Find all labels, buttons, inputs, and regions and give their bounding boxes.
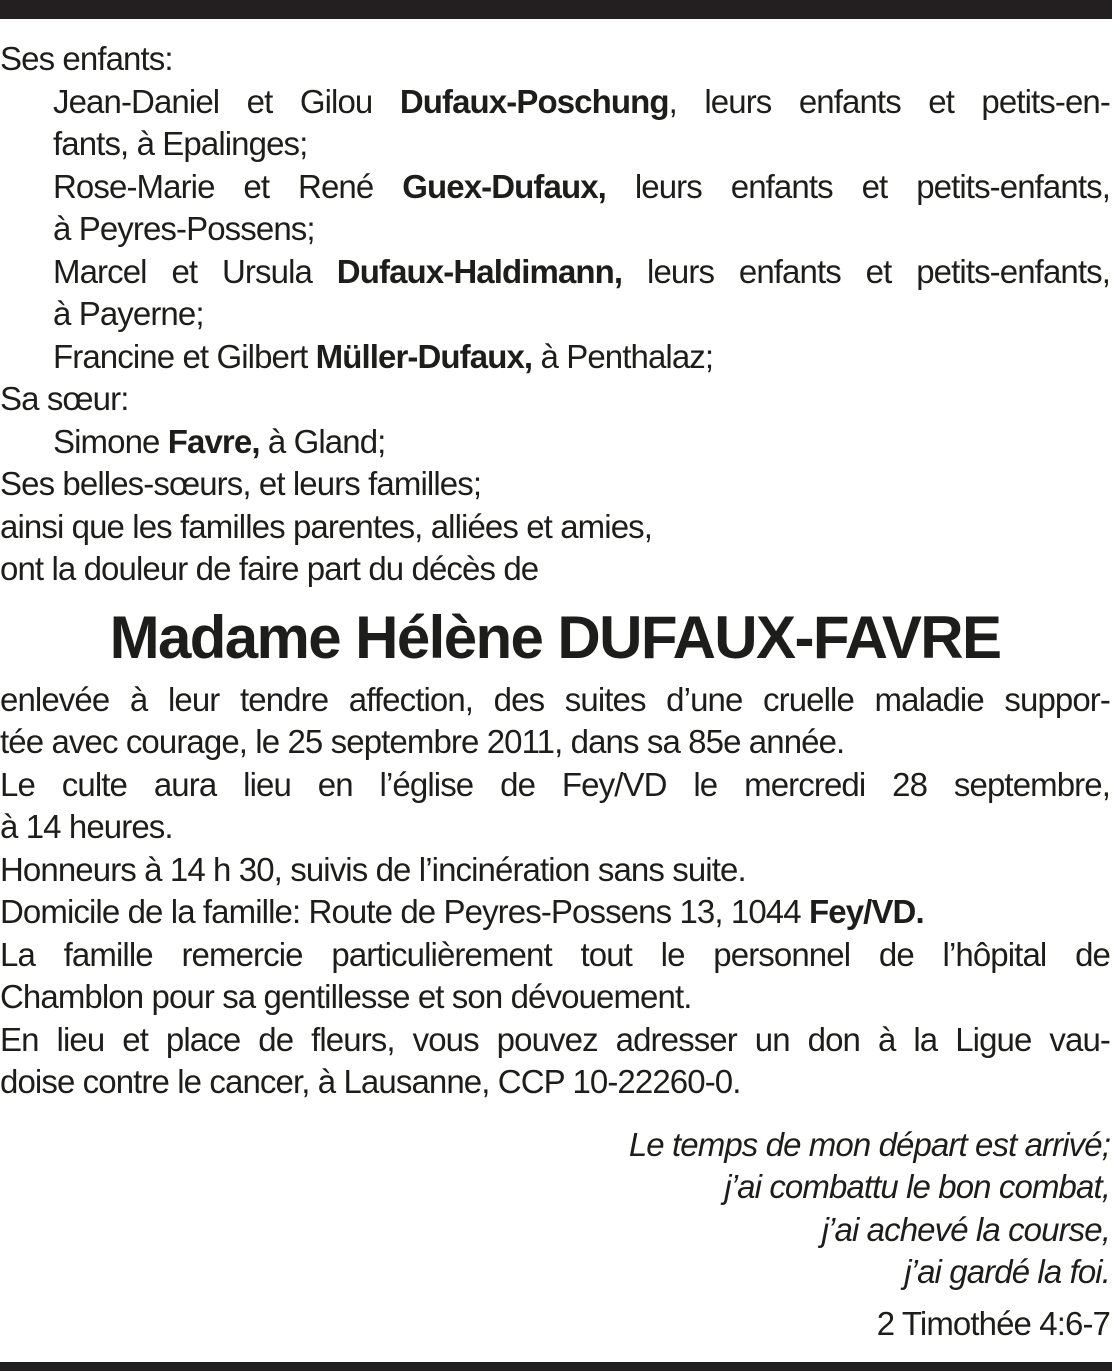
- thanks-line-2: Chamblon pour sa gentillesse et son dévouement.: [0, 978, 692, 1015]
- announcement-line: ont la douleur de faire part du décès de: [0, 550, 539, 587]
- obituary-notice: [0, 38, 1110, 1345]
- child-entry-3-line-2: à Payerne;: [53, 295, 204, 332]
- donation-line-2: doise contre le cancer, à Lausanne, CCP 10-22260-0.: [0, 1063, 741, 1100]
- child-3-family-name: Dufaux-Haldimann,: [336, 252, 623, 290]
- verse-reference: 2 Timothée 4:6-7: [876, 1304, 1110, 1342]
- thanks-line-1: La famille remercie particulièrement tout le personnel de l’hôpital de: [0, 935, 1110, 973]
- cause-line-2: tée avec courage, le 25 septembre 2011, dans sa 85e année.: [0, 723, 845, 760]
- sister-given-name: Simone: [53, 422, 168, 460]
- verse-line-2: j’ai combattu le bon combat,: [724, 1168, 1110, 1205]
- service-line-2: à 14 heures.: [0, 808, 173, 845]
- child-2-given-names: Rose-Marie et René: [53, 167, 403, 205]
- child-entry-2-line-2: à Peyres-Possens;: [53, 210, 315, 247]
- service-line-1: Le culte aura lieu en l’église de Fey/VD le mercredi 28 septembre,: [0, 765, 1110, 803]
- verse-line-4: j’ai gardé la foi.: [904, 1253, 1110, 1290]
- bottom-border-rule: [0, 1362, 1112, 1371]
- relatives-line: ainsi que les familles parentes, alliées et amies,: [0, 507, 653, 545]
- top-border-rule: [0, 0, 1112, 19]
- children-heading: Ses enfants:: [0, 40, 173, 77]
- child-entry-1-line-2: fants, à Epalinges;: [53, 125, 308, 162]
- verse-line-3: j’ai achevé la course,: [821, 1210, 1110, 1248]
- child-1-family-name: Dufaux-Poschung: [399, 82, 669, 120]
- child-1-given-names: Jean-Daniel et Gilou: [53, 82, 400, 120]
- sister-heading: Sa sœur:: [0, 380, 129, 417]
- family-address-locality: Fey/VD.: [808, 893, 924, 930]
- child-4-given-names: Francine et Gilbert: [53, 337, 316, 375]
- child-4-description: à Penthalaz;: [532, 337, 714, 375]
- donation-line-1: En lieu et place de fleurs, vous pouvez adresser un don à la Ligue vau-: [0, 1020, 1110, 1058]
- child-4-family-name: Müller-Dufaux,: [315, 337, 533, 375]
- child-1-description: , leurs enfants et petits-en-: [668, 82, 1110, 120]
- child-entry-2-line-1: [0, 166, 1110, 209]
- child-entry-4: [0, 336, 1110, 379]
- child-entry-1-line-1: [0, 81, 1110, 124]
- child-3-description: leurs enfants et petits-enfants,: [622, 252, 1110, 290]
- sister-entry: [0, 421, 1110, 464]
- verse-line-1: Le temps de mon départ est arrivé;: [628, 1125, 1110, 1163]
- child-3-given-names: Marcel et Ursula: [53, 252, 337, 290]
- sister-location: à Gland;: [259, 422, 386, 460]
- cause-line-1: enlevée à leur tendre affection, des suites d’une cruelle maladie suppor-: [0, 680, 1110, 718]
- family-address-text: Domicile de la famille: Route de Peyres-Possens 13, 1044: [0, 893, 809, 930]
- child-2-family-name: Guex-Dufaux,: [402, 167, 606, 205]
- deceased-name-heading: Madame Hélène DUFAUX-FAVRE: [109, 603, 1001, 671]
- family-address-line: [0, 891, 1110, 934]
- sisters-in-law-line: Ses belles-sœurs, et leurs familles;: [0, 465, 482, 502]
- child-2-description: leurs enfants et petits-enfants,: [605, 167, 1110, 205]
- honours-line: Honneurs à 14 h 30, suivis de l’incinération sans suite.: [0, 850, 746, 888]
- child-entry-3-line-1: [0, 251, 1110, 294]
- sister-family-name: Favre,: [167, 422, 260, 460]
